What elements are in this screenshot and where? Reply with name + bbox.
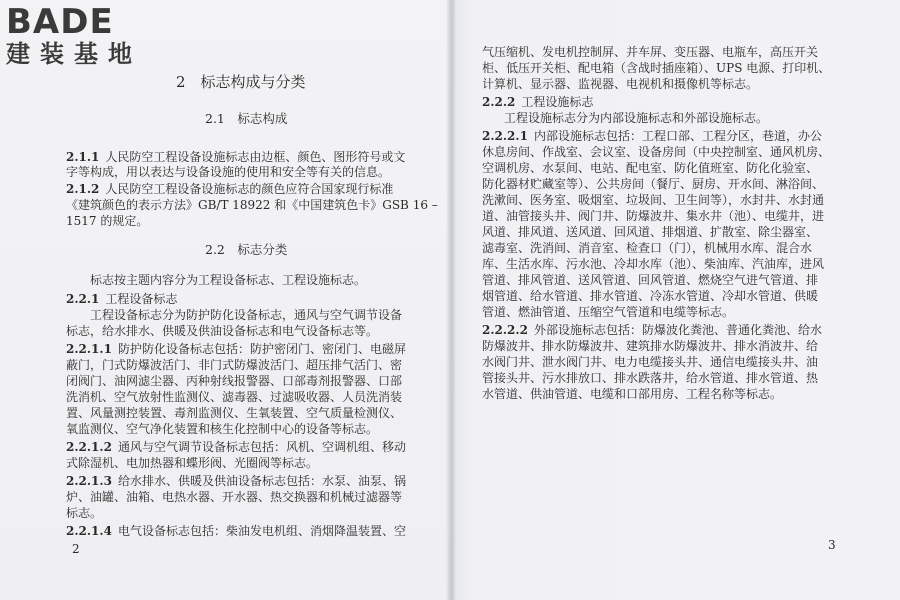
page-number: 2 — [72, 542, 80, 556]
clause-title: 工程设备标志 — [105, 292, 178, 306]
para-2-2-2-1-line: 洗漱间、医务室、吸烟室、垃圾间、卫生间等），水封井、水封通 — [482, 193, 825, 207]
para-2-2-1-1-line: 洗消机、空气放射性监测仪、滤毒器、过滤吸收器、人员洗消装 — [66, 390, 403, 404]
clause-number: 2.1.2 — [66, 182, 100, 196]
para-2-2-1-3-line — [66, 473, 406, 489]
clause-number: 2.2.1.3 — [66, 474, 112, 488]
brand-logo — [6, 4, 176, 68]
para-2-2-2-2-line: 防爆波井、排水防爆波井、建筑排水防爆波井、排水消波井、给 — [482, 339, 819, 353]
para-2-1-2-line: 《建筑颜色的表示方法》GB/T 18922 和《中国建筑色卡》GSB 16 – — [66, 198, 438, 212]
para-2-2-1-1-line: 氧监测仪、空气净化装置和核生化控制中心的设备等标志。 — [66, 422, 379, 436]
para-text: 人民防空工程设备设施标志的颜色应符合国家现行标准 — [105, 182, 394, 196]
page-number: 3 — [828, 538, 836, 552]
para-text: 内部设施标志包括：工程口部、工程分区，巷道，办公 — [533, 129, 822, 143]
clause-number: 2.2.1.4 — [66, 524, 112, 538]
para-2-2-1-2-line: 式除湿机、电加热器和蝶形阀、光圈阀等标志。 — [66, 456, 319, 470]
para-2-2-2-line: 工程设施标志分为内部设施标志和外部设施标志。 — [504, 111, 769, 125]
brand-name: BADE — [6, 2, 114, 42]
para-2-2-2-1-line: 管道、排风管道、送风管道、回风管道、燃烧空气进气管道、排 — [482, 273, 819, 287]
para-text: 外部设施标志包括：防爆波化粪池、普通化粪池、给水 — [533, 323, 822, 337]
para-2-2-2-1-line: 休息房间、作战室、会议室、设备房间（中央控制室、通风机房、 — [482, 145, 831, 159]
continued-para-line: 气压缩机、发电机控制屏、并车屏、变压器、电瓶车，高压开关 — [482, 45, 819, 59]
chapter-title: 2 标志构成与分类 — [176, 73, 306, 91]
para-2-2-2-2-line — [482, 322, 822, 338]
para-2-1-1-line — [66, 149, 405, 165]
continued-para-line: 柜、低压开关柜、配电箱（含战时插座箱）、UPS 电源、打印机、 — [482, 61, 831, 75]
para-2-2-1-1-line: 置、风量测控装置、毒剂监测仪、生氧装置、空气质量检测仪、 — [66, 406, 403, 420]
clause-number: 2.1.1 — [66, 150, 100, 164]
para-2-2-1-2-line — [66, 439, 406, 455]
clause-number: 2.2.1.2 — [66, 440, 112, 454]
para-2-2-1-4-line — [66, 523, 406, 539]
para-2-2-2-1-line: 防化器材贮藏室等）、公共房间（餐厅、厨房、开水间、淋浴间、 — [482, 177, 825, 191]
para-2-2-2-1-line: 滤毒室、洗消间、消音室、检查口（门），机械用水库、混合水 — [482, 241, 813, 255]
para-text: 给水排水、供暖及供油设备标志包括：水泵、油泵、锅 — [117, 474, 406, 488]
para-2-2-2-1-line — [482, 128, 822, 144]
para-2-2-2-1-line: 空调机房、水泵间、电站、配电室、防化值班室、防化化验室、 — [482, 161, 819, 175]
right-page — [452, 0, 900, 600]
clause-2-2-1-heading — [66, 291, 177, 307]
para-2-1-2-line — [66, 181, 393, 197]
clause-number: 2.2.2.2 — [482, 323, 528, 337]
para-2-2-1-line: 工程设备标志分为防护防化设备标志，通风与空气调节设备 — [90, 308, 403, 322]
intro-paragraph: 标志按主题内容分为工程设备标志、工程设施标志。 — [90, 273, 367, 287]
para-2-1-1-line: 字等构成，用以表达与设备设施的使用和安全等有关的信息。 — [66, 165, 391, 179]
clause-title: 工程设施标志 — [521, 95, 594, 109]
para-2-2-2-2-line: 管接头井、污水排放口、排水跌落井，给水管道、排水管道、热 — [482, 371, 819, 385]
brand-subtitle: 建装基地 — [6, 40, 142, 68]
clause-number: 2.2.1 — [66, 292, 100, 306]
para-2-2-1-line: 标志，给水排水、供暖及供油设备标志和电气设备标志等。 — [66, 324, 379, 338]
para-2-2-2-1-line: 道、油管接头井、阀门井、防爆波井、集水井（池）、电缆井，进 — [482, 209, 825, 223]
para-text: 通风与空气调节设备标志包括：风机、空调机组、移动 — [117, 440, 406, 454]
para-text: 人民防空工程设备设施标志由边框、颜色、图形符号或文 — [105, 150, 406, 164]
para-2-2-2-1-line: 库、生活水库、污水池、冷却水库（池）、柴油库、汽油库，进风 — [482, 257, 825, 271]
para-2-2-1-3-line: 标志。 — [66, 506, 103, 520]
para-2-2-2-2-line: 水管道、供油管道、电缆和口部用房、工程名称等标志。 — [482, 387, 783, 401]
para-2-1-2-line: 1517 的规定。 — [66, 214, 149, 228]
para-text: 防护防化设备标志包括：防护密闭门、密闭门、电磁屏 — [117, 342, 406, 356]
para-2-2-2-1-line: 烟管道、给水管道、排水管道、冷冻水管道、冷却水管道、供暖 — [482, 289, 819, 303]
section-2-2-heading: 2.2 标志分类 — [205, 242, 288, 257]
para-2-2-1-1-line: 闭阀门、油网滤尘器、丙种射线报警器、口部毒剂报警器、口部 — [66, 374, 403, 388]
para-2-2-1-3-line: 炉、油罐、油箱、电热水器、开水器、热交换器和机械过滤器等 — [66, 490, 403, 504]
continued-para-line: 计算机、显示器、监视器、电视机和摄像机等标志。 — [482, 77, 759, 91]
para-2-2-1-1-line — [66, 341, 406, 357]
section-2-1-heading: 2.1 标志构成 — [205, 111, 288, 126]
clause-number: 2.2.2.1 — [482, 129, 528, 143]
clause-2-2-2-heading — [482, 94, 593, 110]
clause-number: 2.2.1.1 — [66, 342, 112, 356]
book-gutter — [446, 0, 456, 600]
clause-number: 2.2.2 — [482, 95, 516, 109]
para-2-2-2-1-line: 管道、燃油管道、压缩空气管道和电缆等标志。 — [482, 305, 735, 319]
para-text: 电气设备标志包括：柴油发电机组、消烟降温装置、空 — [117, 524, 406, 538]
para-2-2-2-2-line: 水阀门井、泄水阀门井、电力电缆接头井、通信电缆接头井、油 — [482, 355, 819, 369]
para-2-2-2-1-line: 风道、排风道、送风道、回风道、排烟道、扩散室、除尘器室、 — [482, 225, 819, 239]
para-2-2-1-1-line: 蔽门，门式防爆波活门、非门式防爆波活门、超压排气活门、密 — [66, 358, 403, 372]
